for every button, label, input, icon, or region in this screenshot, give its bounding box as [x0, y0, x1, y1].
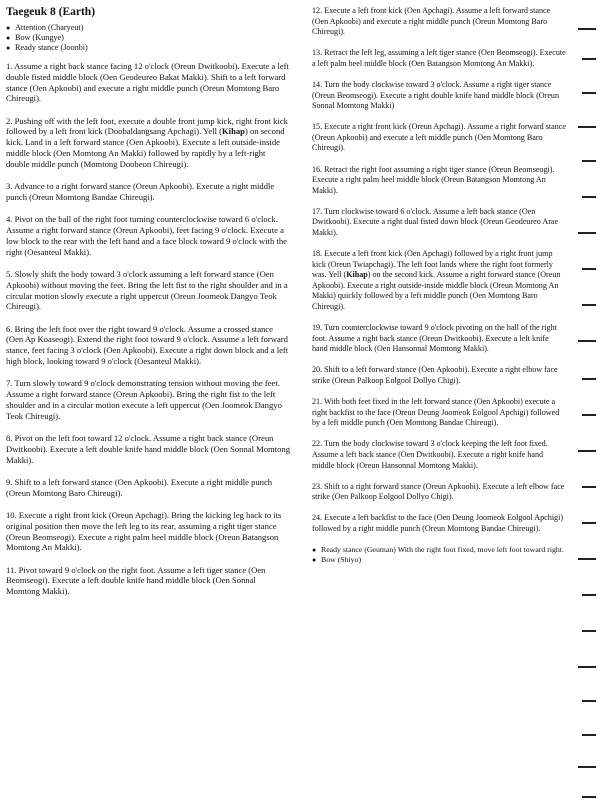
binding-dash [578, 28, 596, 30]
binding-dash [578, 766, 596, 768]
closing-ceremony-list [312, 545, 566, 565]
binding-dash [582, 196, 596, 198]
step-20: 20. Shift to a left forward stance (Oen Apkoobi). Execute a right elbow face strike (Oreun Palkoop Eolgool Dollyo Chigi). [312, 365, 558, 386]
binding-dash [582, 58, 596, 60]
binding-dash [582, 160, 596, 162]
step-18: 18. Execute a left front kick (Oen Apchagi) followed by a right front jump kick (Oreun Twiapchagi). The left foot lands where the right foot formerly was. Yell (Kihap) on the second kick. Assume a right forward stance (Oreun Apkoobi). Execute a right outside-inside middle block (Oreun Momtong An Makki) quickly followed by a left middle punch (Oen Momtong Baro Chireugi). [312, 249, 561, 312]
binding-dash [578, 666, 596, 668]
list-item: ● Ready stance (Geuman) With the right foot fixed, move left foot toward right. [312, 545, 564, 555]
step-24: 24. Execute a left backfist to the face (Oen Deung Joomeok Eolgool Apchigi) followed by a right middle punch (Oreun Momtong Bandae Chireugi). [312, 513, 564, 533]
opening-ceremony-list [6, 23, 290, 53]
left-column [6, 6, 290, 609]
step-13: 13. Retract the left leg, assuming a left tiger stance (Oen Beomseogi). Execute a left palm heel middle block (Oen Batangson Momtong An Makki). [312, 48, 566, 68]
step-21: 21. With both feet fixed in the left forward stance (Oen Apkoobi) execute a right backfist to the face (Oreun Deung Joomeok Eolgool Apchigi) followed by a left middle punch (Oen Momtong Bandae Chireugi). [312, 397, 560, 428]
step-6: 6. Bring the left foot over the right toward 9 o'clock. Assume a crossed stance (Oen Ap Koaseogi). Extend the right foot toward 9 o'clock. Assume a left forward stance, feet facing 3 o'clock (Oen Apkoobi). Execute a right down block and a left high block, looking toward 9 o'clock (Oesanteul Makki). [6, 323, 289, 367]
list-item: ● Bow (Shiyo) [312, 555, 362, 565]
step-23: 23. Shift to a right forward stance (Oreun Apkoobi). Execute a left elbow face strike (Oen Palkoop Eolgool Dollyo Chigi). [312, 481, 565, 502]
step-2: 2. Pushing off with the left foot, execute a double front jump kick, right front kick followed by a left front kick (Doobaldangsang Apchagi). Yell (Kihap) on second kick. Land in a left forward stance (Oen Apkoobi). Execute a left outside-inside middle block (Oen Momtong An Makki) followed by rapidly by a left-right double middle punch (Momtong Doobeon Chireugi). [6, 115, 288, 169]
step-17: 17. Turn clockwise toward 6 o'clock. Assume a left back stance (Oen Dwitkoobi). Execute a right dual fisted down block (Oreun Geodeureo Arae Makki). [312, 206, 559, 237]
step-14: 14. Turn the body clockwise toward 3 o'clock. Assume a right tiger stance (Oreun Beomseogi). Execute a right double knife hand middle block (Oreun Sonnal Momtong Makki) [312, 79, 560, 111]
binding-dash [582, 378, 596, 380]
binding-dash [582, 522, 596, 524]
right-column [312, 6, 566, 565]
step-3: 3. Advance to a right forward stance (Oreun Apkoobi). Execute a right middle punch (Oreun Momtong Bandae Chireugi). [6, 181, 275, 202]
bullet-icon: ● [312, 546, 317, 555]
step-1: 1. Assume a right back stance facing 12 o'clock (Oreun Dwitkoobi). Execute a left double fisted middle block (Oen Geodeureo Bakat Makki). Shift to a left forward stance (Oen Apkoobi) and execute a right middle punch (Oreun Momtong Baro Chireugi). [6, 61, 289, 104]
bullet-icon: ● [6, 34, 11, 42]
step-16: 16. Retract the right foot assuming a right tiger stance (Oreun Beomseogi). Execute a right palm heel middle block (Oreun Batangson Momtong An Makki). [312, 164, 555, 195]
bullet-icon: ● [6, 24, 11, 32]
step-15: 15. Execute a right front kick (Oreun Apchagi). Assume a right forward stance (Oreun Apkoobi) and execute a left middle punch (Oen Momtong Baro Chireugi). [312, 122, 566, 153]
form-title: Taegeuk 8 (Earth) [6, 6, 96, 18]
step-7: 7. Turn slowly toward 9 o'clock demonstrating tension without moving the feet. Assume a right forward stance (Oreun Apkoobi). Bring the right fist to the left shoulder and in a circular motion execute a left uppercut (Oen Joomeok Dangyo Teok Chireugi). [6, 378, 282, 421]
binding-dash [578, 232, 596, 234]
kihap-emphasis: Kihap [346, 270, 368, 280]
step-22: 22. Turn the body clockwise toward 3 o'clock keeping the left foot fixed. Assume a left back stance (Oen Dwitkoobi). Execute a right knife hand middle block (Oreun Hansonnal Momtong Makki). [312, 439, 548, 470]
binding-dash [582, 594, 596, 596]
binding-dash [582, 486, 596, 488]
step-4: 4. Pivot on the ball of the right foot turning counterclockwise toward 6 o'clock. Assume a right forward stance (Oreun Apkoobi), feet facing 9 o'clock. Execute a low block to the rear with the left hand and a face block toward 9 o'clock with the right (Oesanteul Makki). [6, 214, 287, 257]
step-12: 12. Execute a left front kick (Oen Apchagi). Assume a left forward stance (Oen Apkoobi) and execute a right middle punch (Oreun Momtong Baro Chireugi). [312, 6, 551, 37]
step-11: 11. Pivot toward 9 o'clock on the right foot. Assume a left tiger stance (Oen Beomseogi). Execute a left double knife hand middle block (Oen Sonnal Momtong Makki). [6, 564, 266, 597]
binding-dash [578, 340, 596, 342]
step-8: 8. Pivot on the left foot toward 12 o'clock. Assume a right back stance (Oreun Dwitkoobi). Execute a left double knife hand middle block (Oen Sonnal Momtong Makki). [6, 433, 291, 465]
kihap-emphasis: Kihap [222, 126, 245, 137]
list-item: ● Ready stance (Joonbi) [6, 43, 88, 52]
binding-dash [582, 734, 596, 736]
step-5: 5. Slowly shift the body toward 3 o'clock assuming a left forward stance (Oen Apkoobi) without moving the feet. Bring the left fist to the right shoulder and in a circular motion slowly execute a right uppercut (Oreun Joomeok Dangyo Teok Chireugi). [6, 268, 288, 312]
binding-edge-marks [570, 0, 596, 809]
step-19: 19. Turn counterclockwise toward 9 o'clock pivoting on the ball of the right foot. Assume a right back stance (Oreun Dwitkoobi). Execute a left knife hand middle block (Oen Hansonnal Momtong Makki). [312, 323, 557, 354]
bullet-icon: ● [312, 556, 317, 565]
binding-dash [578, 450, 596, 452]
list-item: ● Bow (Kungye) [6, 33, 64, 42]
binding-dash [582, 92, 596, 94]
step-10: 10. Execute a right front kick (Oreun Apchagi). Bring the kicking leg back to its original position then move the left leg to its rear, assuming a right tiger stance (Oreun Beomseogi). Execute a right palm heel middle block (Oreun Batangson Momtong An Makki). [6, 510, 282, 553]
binding-dash [582, 630, 596, 632]
bullet-icon: ● [6, 44, 11, 52]
binding-dash [582, 414, 596, 416]
list-item: ● Attention (Charyeut) [6, 23, 84, 32]
binding-dash [578, 126, 596, 128]
binding-dash [582, 796, 596, 798]
binding-dash [578, 558, 596, 560]
binding-dash [582, 268, 596, 270]
step-9: 9. Shift to a left forward stance (Oen Apkoobi). Execute a right middle punch (Oreun Momtong Baro Chireugi). [6, 476, 273, 498]
binding-dash [582, 304, 596, 306]
binding-dash [582, 700, 596, 702]
